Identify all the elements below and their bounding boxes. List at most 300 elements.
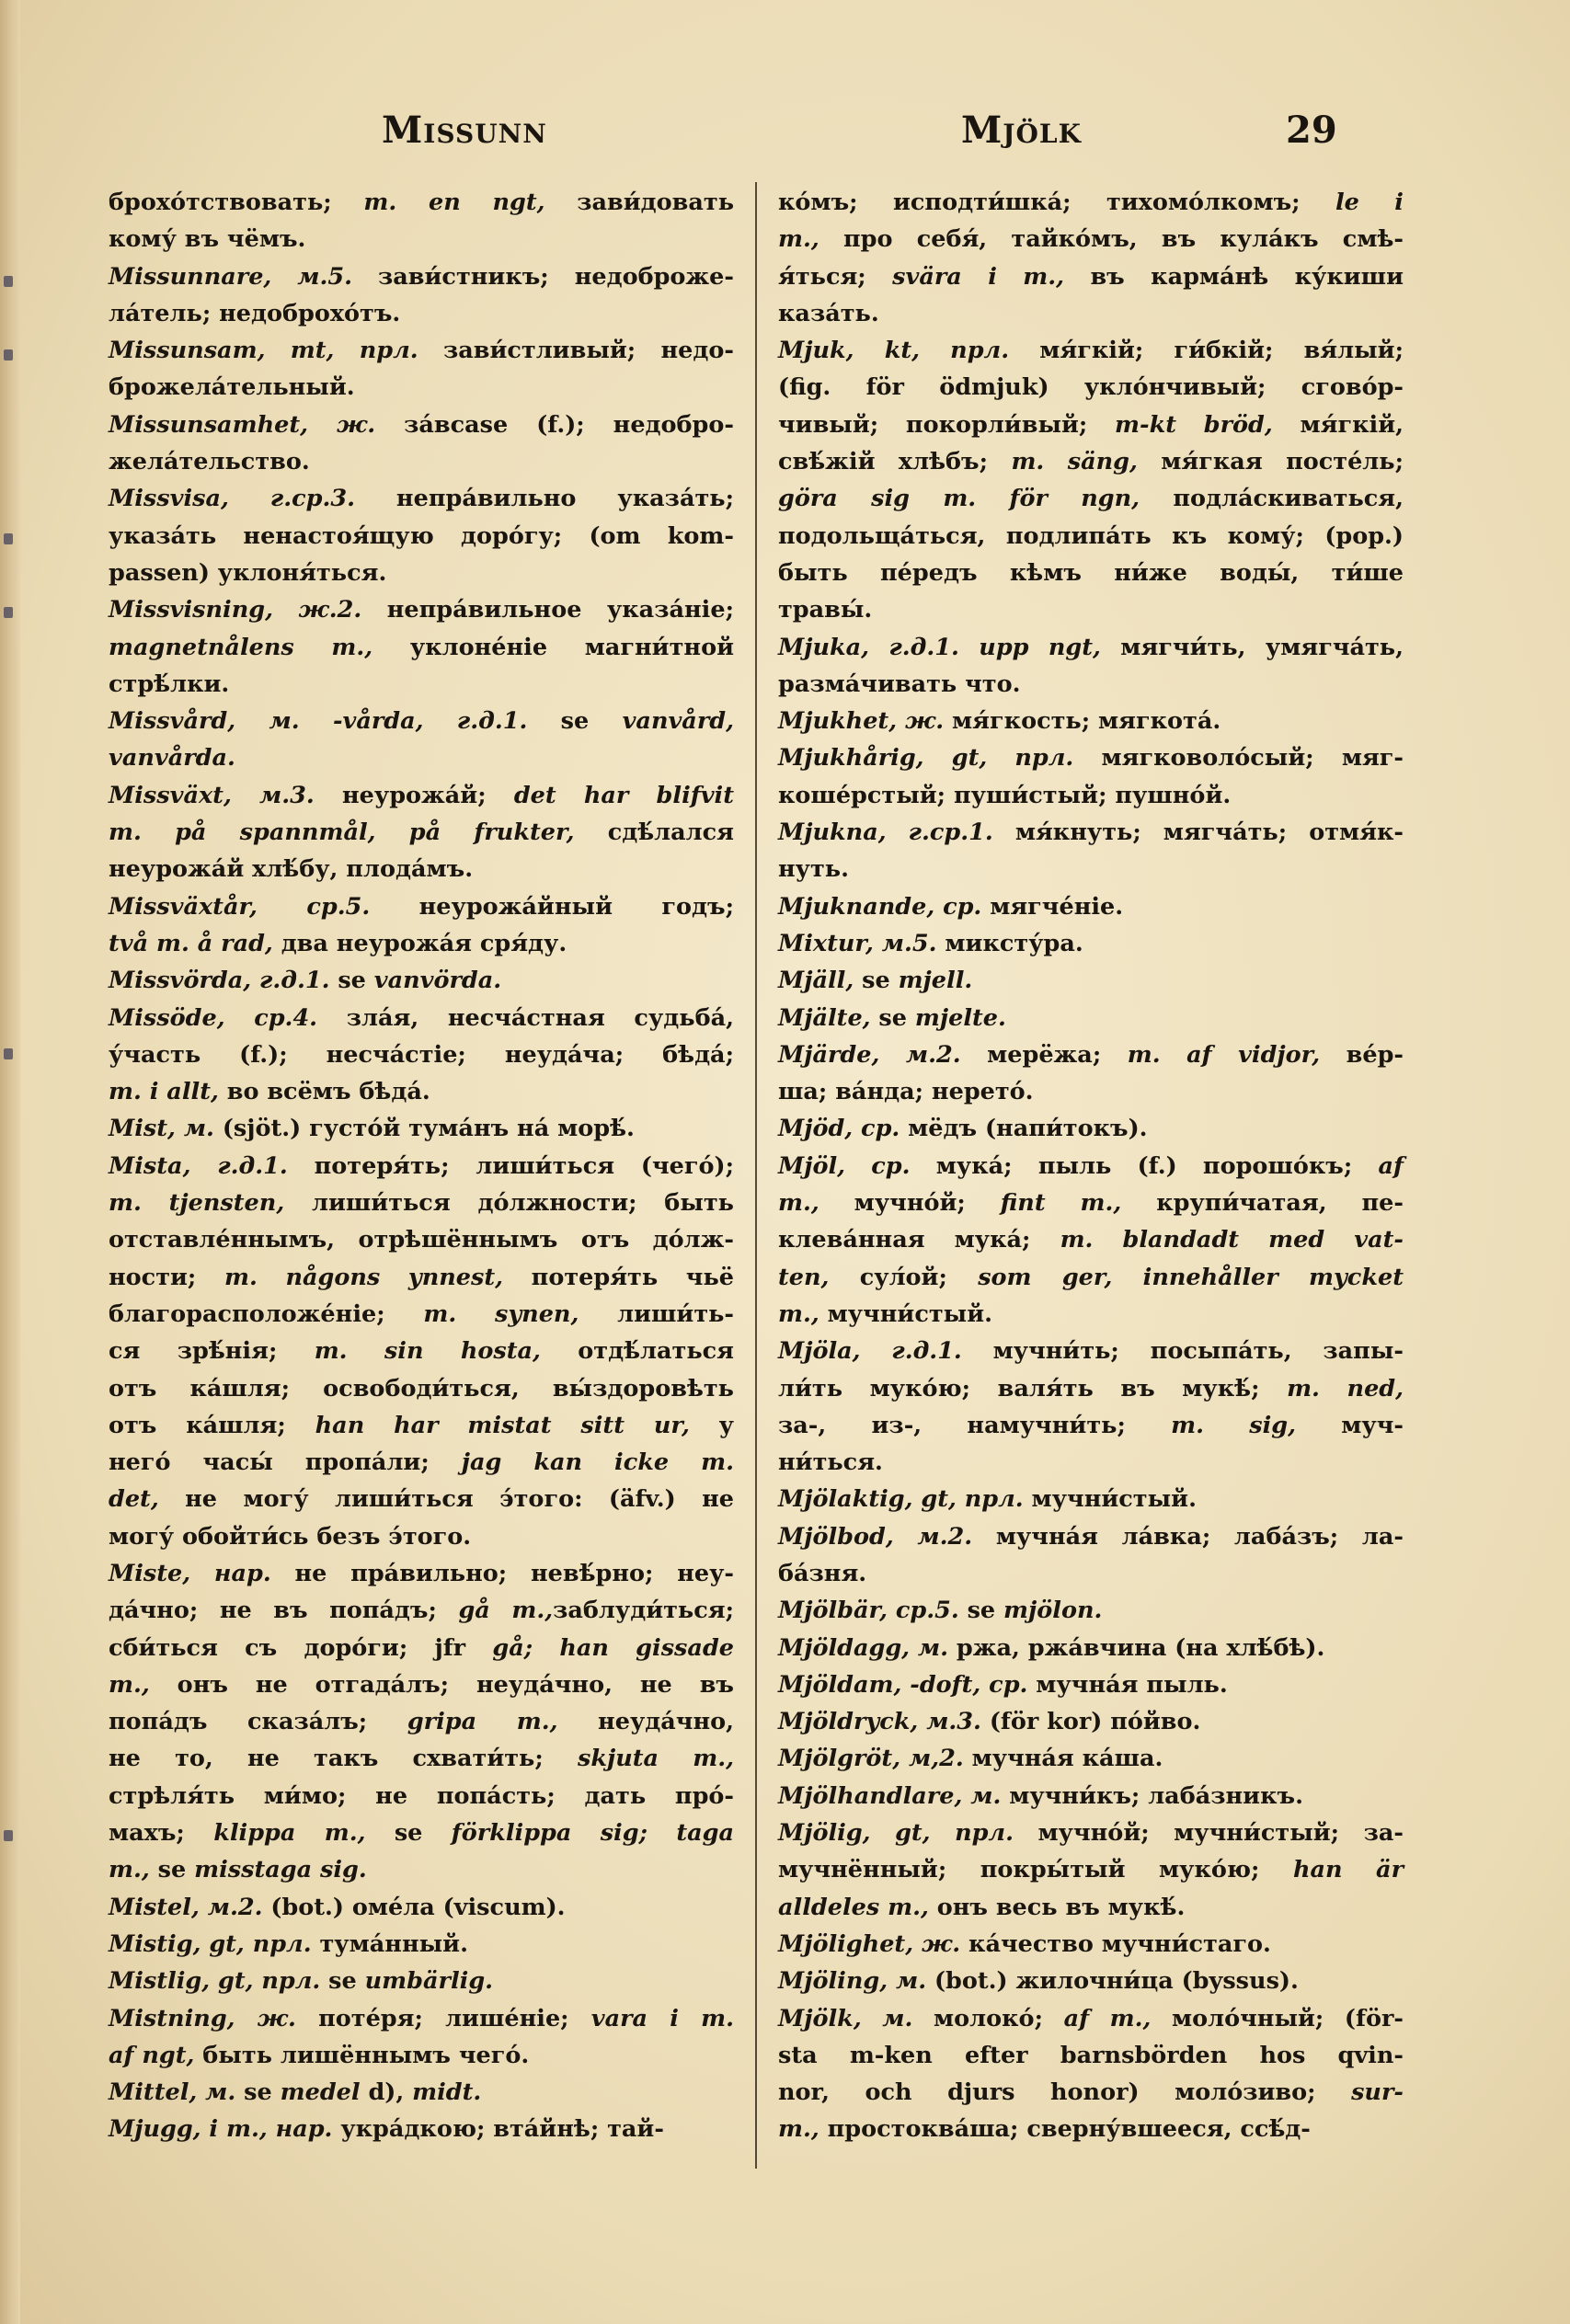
entry-line	[109, 1963, 734, 1999]
translation-text: зави́довать	[544, 189, 734, 216]
headword: Mjöling,	[778, 1967, 896, 1996]
grammar-label: ср.5.	[895, 1597, 959, 1625]
entry-line	[778, 1666, 1404, 1703]
headword: Mjukhårig,	[778, 744, 952, 773]
margin-tab-mark	[4, 607, 13, 618]
entry-continuation-line	[778, 1259, 1404, 1296]
translation-text: миксту́ра.	[936, 929, 1083, 957]
entry-line	[778, 629, 1404, 666]
translation-text: уклоне́ніе магни́тной	[372, 633, 734, 661]
grammar-label: ж.	[904, 707, 945, 736]
entry-continuation-line	[109, 1815, 734, 1851]
swedish-phrase: sur-	[1351, 2078, 1404, 2107]
headword: Mjölbod,	[778, 1522, 918, 1551]
translation-text: не могу́ лиши́ться э́того: (äfv.) не	[158, 1485, 734, 1514]
entry-continuation-line	[109, 221, 734, 258]
entry-line	[778, 2000, 1404, 2037]
translation-text: se	[878, 1003, 915, 1032]
grammar-label: ср.	[861, 1115, 900, 1143]
swedish-phrase: m. sig,	[1171, 1411, 1296, 1439]
translation-text: мягчи́ть, умягча́ть,	[1100, 633, 1404, 661]
grammar-label: м.	[917, 1633, 949, 1662]
entry-line	[109, 888, 734, 925]
translation-text: тума́нный.	[311, 1929, 468, 1958]
grammar-label: нар.	[267, 2115, 333, 2144]
entry-continuation-line	[109, 1407, 734, 1444]
margin-tab-mark	[4, 349, 13, 361]
entry-continuation-line	[778, 666, 1404, 703]
grammar-label: ж.	[336, 410, 376, 439]
translation-text: неуда́чно,	[557, 1708, 735, 1736]
grammar-label: ср.	[871, 1151, 911, 1180]
entry-continuation-line	[778, 369, 1404, 406]
translation-text: ба́зня.	[778, 1559, 867, 1587]
headword: Mjölbär,	[778, 1597, 896, 1625]
translation-text: простоква́ша; сверну́вшееся, ссѣ́д-	[819, 2115, 1311, 2144]
entry-line	[109, 1000, 734, 1036]
entry-continuation-line	[109, 1296, 734, 1333]
grammar-label: нар.	[213, 1559, 271, 1587]
entry-line	[778, 1740, 1404, 1777]
grammar-label: г.д.1.	[259, 967, 330, 995]
grammar-label: gt, прл.	[921, 1485, 1024, 1514]
translation-text: ности;	[109, 1263, 224, 1291]
headword: Mjälte,	[778, 1003, 879, 1032]
grammar-label: ср.	[943, 892, 982, 921]
entry-continuation-line	[778, 184, 1404, 221]
entry-line	[109, 1555, 734, 1592]
entry-continuation-line	[778, 1073, 1404, 1110]
headword: Missunsamhet,	[109, 410, 337, 439]
entry-continuation-line	[778, 443, 1404, 480]
entry-line	[778, 1630, 1404, 1666]
translation-text: ни́ться.	[778, 1448, 883, 1477]
swedish-phrase: mjölon.	[1003, 1597, 1103, 1625]
swedish-phrase: m.,	[109, 1670, 150, 1699]
page-number: 29	[1286, 109, 1337, 152]
translation-text: мягковоло́сый; мяг-	[1073, 744, 1404, 773]
translation-text: не то, не такъ схвати́ть;	[109, 1745, 578, 1773]
entry-line	[109, 2111, 734, 2147]
headword: Mista,	[109, 1151, 218, 1180]
grammar-label: ср.5.	[306, 892, 371, 921]
entry-continuation-line	[109, 1851, 734, 1888]
translation-text: se	[862, 967, 899, 995]
entry-continuation-line	[109, 1370, 734, 1407]
translation-text: мучнённый; покры́тый муко́ю;	[778, 1856, 1293, 1884]
translation-text: брожела́тельный.	[109, 373, 355, 402]
translation-text: неурожа́й;	[314, 781, 514, 809]
entry-continuation-line	[778, 591, 1404, 628]
headword: Mistning,	[109, 2004, 258, 2032]
grammar-label: г.ср.1.	[908, 819, 993, 847]
entry-line	[778, 1148, 1404, 1185]
entry-line	[778, 925, 1404, 962]
translation-text: благорасположе́ніе;	[109, 1299, 424, 1328]
entry-continuation-line	[109, 739, 734, 776]
translation-text: подольща́ться, подлипа́ть къ кому́; (pop.)	[778, 521, 1404, 550]
margin-tab-mark	[4, 533, 13, 544]
swedish-phrase: m.,	[778, 225, 819, 254]
translation-text: потеря́ть чьё	[503, 1263, 734, 1291]
entry-continuation-line	[778, 1555, 1404, 1592]
translation-text: (bot.) оме́ла (viscum).	[262, 1893, 566, 1921]
swedish-phrase: m. sin hosta,	[314, 1337, 541, 1366]
translation-text: лиши́ться до́лжности; быть	[284, 1189, 734, 1218]
translation-text: se	[527, 707, 623, 736]
grammar-label: ж.2.	[298, 596, 362, 624]
swedish-phrase: medel	[280, 2078, 361, 2107]
translation-text: se	[149, 1856, 195, 1884]
entry-line	[778, 1926, 1404, 1963]
entry-continuation-line	[109, 1630, 734, 1666]
grammar-label: м.2.	[905, 1040, 961, 1069]
entry-line	[778, 1481, 1404, 1517]
headword: Mjärde,	[778, 1040, 906, 1069]
translation-text: чивый; покорли́вый;	[778, 410, 1116, 439]
entry-line	[109, 1926, 734, 1963]
entry-continuation-line	[109, 555, 734, 591]
swedish-phrase: m.,	[778, 1299, 819, 1328]
entry-line	[778, 1963, 1404, 1999]
translation-text: потеря́ть; лиши́ться (чего́);	[287, 1151, 734, 1180]
grammar-label: г.д.1.	[891, 1337, 962, 1366]
swedish-phrase: magnetnålens m.,	[109, 633, 373, 661]
swedish-phrase: m. en ngt,	[363, 189, 545, 216]
grammar-label: г.ср.3.	[269, 485, 355, 513]
entry-continuation-line	[109, 1036, 734, 1073]
entry-line	[109, 1110, 734, 1147]
translation-text: сул́ой;	[829, 1263, 979, 1291]
translation-text: него́ часы́ пропа́ли;	[109, 1448, 462, 1477]
left-column	[109, 184, 734, 2148]
headword: Mjöd,	[778, 1115, 862, 1143]
translation-text: ко́мъ; исподти́шка́; тихомо́лкомъ;	[778, 189, 1335, 216]
grammar-label: mt, прл.	[290, 337, 418, 365]
swedish-phrase: vanvårda.	[109, 744, 235, 773]
translation-text: моло́чный; (för-	[1151, 2004, 1404, 2032]
entry-continuation-line	[778, 1407, 1404, 1444]
swedish-phrase: två m. å rad,	[109, 929, 273, 957]
translation-text: муч-	[1296, 1411, 1404, 1439]
swedish-phrase: m. i allt,	[109, 1078, 219, 1106]
translation-text: ла́тель; недоброхо́тъ.	[109, 299, 401, 327]
swedish-phrase: skjuta m.,	[577, 1745, 734, 1773]
entry-line	[778, 1592, 1404, 1629]
translation-text: лиши́ть-	[579, 1299, 735, 1328]
entry-continuation-line	[778, 2037, 1404, 2074]
entry-continuation-line	[778, 1370, 1404, 1407]
translation-text: указа́ть ненастоя́щую доро́гу; (om kom-	[109, 521, 734, 550]
entry-continuation-line	[109, 443, 734, 480]
swedish-phrase: han har mistat sitt ur,	[315, 1411, 690, 1439]
entry-continuation-line	[778, 2111, 1404, 2147]
swedish-phrase: gå; han gissade	[492, 1633, 734, 1662]
swedish-phrase: umbärlig.	[364, 1967, 494, 1996]
translation-text: мучно́й; мучни́стый; за-	[1013, 1819, 1404, 1848]
entry-continuation-line	[778, 480, 1404, 517]
headword: Missväxtår,	[109, 892, 307, 921]
entry-continuation-line	[109, 1592, 734, 1629]
headword: Mjölk,	[778, 2004, 883, 2032]
swedish-phrase: mjelte.	[914, 1003, 1006, 1032]
entry-continuation-line	[778, 406, 1404, 443]
translation-text: (sjöt.) густо́й тума́нъ на́ морѣ́.	[213, 1115, 635, 1143]
translation-text: во всёмъ бѣда́.	[218, 1078, 430, 1106]
translation-text: за-, из-, намучни́ть;	[778, 1411, 1172, 1439]
swedish-phrase: gripa m.,	[407, 1708, 558, 1736]
translation-text: про себя́, тайко́мъ, въ кула́къ смѣ-	[819, 225, 1404, 254]
swedish-phrase: ten,	[778, 1263, 830, 1291]
translation-text: у	[689, 1411, 734, 1439]
entry-continuation-line	[109, 1221, 734, 1258]
headword: Mjäll,	[778, 967, 863, 995]
translation-text: nor, och djurs honor) моло́зиво;	[778, 2078, 1352, 2107]
translation-text: (bot.) жилочни́ца (byssus).	[926, 1967, 1299, 1996]
translation-text: ве́р-	[1320, 1040, 1404, 1069]
swedish-phrase: det,	[109, 1485, 159, 1514]
translation-text: se	[958, 1597, 1004, 1625]
entry-continuation-line	[778, 295, 1404, 332]
translation-text: стрѣля́ть ми́мо; не попа́сть; дать про́-	[109, 1781, 734, 1810]
entry-continuation-line	[109, 1481, 734, 1517]
headword: Mjuk,	[778, 337, 885, 365]
swedish-phrase: af ngt,	[109, 2041, 195, 2069]
translation-text: укра́дкою; вта́йнѣ; тай-	[332, 2115, 664, 2144]
swedish-phrase: jag kan icke m.	[461, 1448, 734, 1477]
translation-text: отставле́ннымъ, отрѣшённымъ отъ до́лж-	[109, 1226, 734, 1254]
translation-text: мучни́стый.	[1023, 1485, 1197, 1514]
grammar-label: ж.	[257, 2004, 296, 2032]
swedish-phrase: m.,	[778, 2115, 819, 2144]
translation-text: se	[320, 1967, 365, 1996]
entry-continuation-line	[109, 1259, 734, 1296]
translation-text: мя́гкая посте́ль;	[1137, 448, 1404, 476]
headword: Mittel,	[109, 2078, 206, 2107]
headword: Mixtur,	[778, 929, 882, 957]
swedish-phrase: af	[1378, 1151, 1404, 1180]
entry-continuation-line	[109, 1073, 734, 1110]
right-column	[778, 184, 1404, 2148]
swedish-phrase: i m.,	[209, 2115, 268, 2144]
headword: Mistig,	[109, 1929, 210, 1958]
margin-tab-mark	[4, 276, 13, 287]
swedish-phrase: m. af vidjor,	[1127, 1040, 1321, 1069]
headword: Missvisning,	[109, 596, 299, 624]
translation-text: махъ;	[109, 1819, 214, 1848]
entry-continuation-line	[778, 258, 1404, 295]
entry-line	[778, 1000, 1404, 1036]
entry-line	[778, 1110, 1404, 1147]
translation-text: отдѣ́латься	[540, 1337, 734, 1366]
translation-text: молоко́;	[912, 2004, 1064, 2032]
grammar-label: kt, прл.	[884, 337, 1010, 365]
translation-text: мучни́къ; лаба́зникъ.	[1001, 1781, 1303, 1810]
translation-text: ли́ть муко́ю; валя́ть въ мукѣ́;	[778, 1374, 1288, 1402]
translation-text: въ карма́нѣ ку́киши	[1064, 262, 1404, 291]
grammar-label: м.3.	[926, 1708, 981, 1736]
entry-continuation-line	[109, 925, 734, 962]
translation-text: быть пе́редъ кѣмъ ни́же воды́, ти́ше	[778, 558, 1404, 587]
translation-text: жела́тельство.	[109, 448, 310, 476]
entry-continuation-line	[109, 1333, 734, 1369]
translation-text: ржа, ржа́вчина (на хлѣ́бѣ).	[948, 1633, 1325, 1662]
translation-text: коше́рстый; пуши́стый; пушно́й.	[778, 781, 1232, 809]
translation-text: мёдъ (напи́токъ).	[900, 1115, 1148, 1143]
swedish-phrase: m. synen,	[423, 1299, 579, 1328]
entry-line	[109, 777, 734, 814]
headword: Missvård,	[109, 707, 269, 736]
grammar-label: gt, прл.	[895, 1819, 1014, 1848]
headword: Missunsam,	[109, 337, 291, 365]
entry-continuation-line	[778, 1889, 1404, 1926]
entry-continuation-line	[109, 518, 734, 555]
entry-line	[109, 962, 734, 999]
translation-text: подла́скиваться,	[1140, 485, 1404, 513]
entry-line	[109, 2074, 734, 2111]
entry-continuation-line	[778, 851, 1404, 887]
translation-text: se	[235, 2078, 281, 2107]
grammar-label: ж.	[921, 1929, 961, 1958]
translation-text: (för kor) по́йво.	[980, 1708, 1201, 1736]
entry-line	[778, 888, 1404, 925]
grammar-label: г.д.1.	[888, 633, 959, 661]
translation-text: за́вcase (f.); недобро-	[375, 410, 734, 439]
translation-text: у́часть (f.); несча́стіе; неуда́ча; бѣда́;	[109, 1040, 734, 1069]
entry-line	[109, 480, 734, 517]
swedish-phrase: m.,	[109, 1856, 150, 1884]
translation-text: каза́ть.	[778, 299, 879, 327]
translation-text: мучни́ть; посыпа́ть, запы-	[961, 1337, 1404, 1366]
entry-continuation-line	[109, 1518, 734, 1555]
grammar-label: м.	[895, 1967, 927, 1996]
swedish-phrase: det har blifvit	[513, 781, 735, 809]
swedish-phrase: m.,	[778, 1189, 819, 1218]
entry-line	[109, 2000, 734, 2037]
swedish-phrase: fint m.,	[1000, 1189, 1122, 1218]
translation-text: поте́ря; лише́ніе;	[295, 2004, 591, 2032]
entry-line	[778, 962, 1404, 999]
translation-text: passen) уклоня́ться.	[109, 558, 387, 587]
entry-continuation-line	[778, 1185, 1404, 1221]
swedish-phrase: m. på spannmål, på frukter,	[109, 819, 575, 847]
entry-line	[778, 1333, 1404, 1369]
translation-text: клева́нная мука́;	[778, 1226, 1060, 1254]
translation-text: нуть.	[778, 855, 849, 884]
translation-text: не пра́вильно; невѣ́рно; неу-	[270, 1559, 734, 1587]
swedish-phrase: af m.,	[1063, 2004, 1152, 2032]
entry-continuation-line	[109, 369, 734, 406]
entry-continuation-line	[109, 2037, 734, 2074]
grammar-label: м.5.	[881, 929, 937, 957]
translation-text: онъ не отгада́лъ; неуда́чно, не въ	[149, 1670, 734, 1699]
grammar-label: м.	[183, 1115, 214, 1143]
entry-line	[109, 1148, 734, 1185]
swedish-phrase: alldeles m.,	[778, 1893, 929, 1921]
translation-text: попа́дъ сказа́лъ;	[109, 1708, 407, 1736]
entry-continuation-line	[778, 1851, 1404, 1888]
translation-text: непра́вильное указа́ніе;	[361, 596, 734, 624]
translation-text: ка́чество мучни́стаго.	[960, 1929, 1271, 1958]
swedish-phrase: förklippa sig; taga	[451, 1819, 734, 1848]
swedish-phrase: vanvörda.	[373, 967, 502, 995]
translation-text: ша; ва́нда; нерето́.	[778, 1078, 1034, 1106]
translation-text: зави́стникъ; недоброже-	[352, 262, 734, 291]
translation-text: травы́.	[778, 596, 873, 624]
entry-continuation-line	[109, 184, 734, 221]
swedish-phrase: m-kt bröd,	[1115, 410, 1273, 439]
entry-line	[109, 406, 734, 443]
translation-text: стрѣ́лки.	[109, 670, 230, 698]
entry-continuation-line	[778, 518, 1404, 555]
grammar-label: г.д.1.	[217, 1151, 288, 1180]
entry-continuation-line	[109, 1666, 734, 1703]
headword: Mjöl,	[778, 1151, 872, 1180]
translation-text: разма́чивать что.	[778, 670, 1021, 698]
entry-line	[778, 1036, 1404, 1073]
headword: Missöde,	[109, 1003, 255, 1032]
translation-text: мучна́я ка́ша.	[963, 1745, 1163, 1773]
translation-text: мя́кнуть; мягча́ть; отмя́к-	[992, 819, 1404, 847]
grammar-label: м,2.	[908, 1745, 964, 1773]
translation-text: ся зрѣ́нія;	[109, 1337, 315, 1366]
entry-continuation-line	[109, 666, 734, 703]
headword: Missvisa,	[109, 485, 270, 513]
translation-text: зави́стливый; недо-	[418, 337, 734, 365]
translation-text: мерёжа;	[960, 1040, 1128, 1069]
margin-tab-mark	[4, 1048, 13, 1059]
swedish-phrase: mjell.	[898, 967, 973, 995]
swedish-phrase: upp ngt,	[958, 633, 1101, 661]
entry-line	[109, 1889, 734, 1926]
translation-text: мучна́я пыль.	[1027, 1670, 1228, 1699]
swedish-phrase: klippa m.,	[213, 1819, 366, 1848]
entry-continuation-line	[109, 1740, 734, 1777]
entry-continuation-line	[778, 1444, 1404, 1481]
headword: Mjöldryck,	[778, 1708, 927, 1736]
swedish-phrase: vara i m.	[590, 2004, 734, 2032]
swedish-phrase: svära i m.,	[892, 262, 1065, 291]
headword: Mjölgröt,	[778, 1745, 909, 1773]
swedish-phrase: göra sig m. för ngn,	[778, 485, 1140, 513]
translation-text: se	[365, 1819, 452, 1848]
column-divider	[755, 182, 757, 2169]
entry-continuation-line	[109, 814, 734, 851]
headword: Mjuknande,	[778, 892, 944, 921]
translation-text: отъ ка́шля; освободи́ться, вы́здоровѣть	[109, 1374, 734, 1402]
translation-text: неурожа́йный годъ;	[370, 892, 734, 921]
headword: Mjölig,	[778, 1819, 896, 1848]
translation-text: я́ться;	[778, 262, 893, 291]
translation-text: sta m-ken efter barnsbörden hos qvin-	[778, 2041, 1404, 2069]
margin-tab-mark	[4, 1830, 13, 1841]
translation-text: d),	[360, 2078, 413, 2107]
grammar-label: gt, прл.	[209, 1929, 312, 1958]
entry-line	[109, 591, 734, 628]
swedish-phrase: le i	[1335, 189, 1404, 216]
entry-continuation-line	[109, 295, 734, 332]
entry-continuation-line	[109, 629, 734, 666]
headword: Mjukna,	[778, 819, 909, 847]
translation-text: да́чно; не въ попа́дъ;	[109, 1597, 459, 1625]
entry-continuation-line	[109, 1444, 734, 1481]
grammar-label: м.	[205, 2078, 236, 2107]
entry-line	[778, 739, 1404, 776]
translation-text: непра́вильно указа́ть;	[354, 485, 734, 513]
swedish-phrase: m. tjensten,	[109, 1189, 285, 1218]
entry-continuation-line	[778, 221, 1404, 258]
grammar-label: м.2.	[207, 1893, 263, 1921]
